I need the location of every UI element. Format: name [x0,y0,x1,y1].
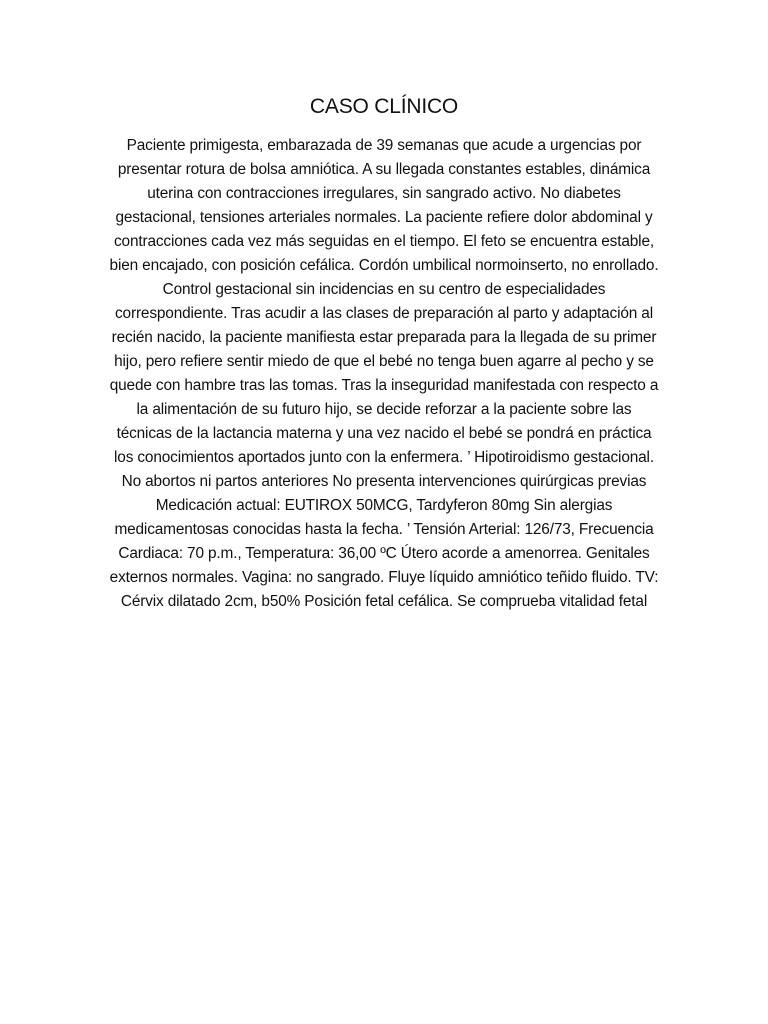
case-description-paragraph: Paciente primigesta, embarazada de 39 semanas que acude a urgencias por presentar rotura de bolsa amniótica. A su llegada constantes estables, dinámica uterina con contracciones irregulares, sin sangrado activo. No diabetes gestacional, tensiones arteriales normales. La paciente refiere dolor abdominal y contracciones cada vez más seguidas en el tiempo. El feto se encuentra estable, bien encajado, con posición cefálica. Cordón umbilical normoinserto, no enrollado. Control gestacional sin incidencias en su centro de especialidades correspondiente. Tras acudir a las clases de preparación al parto y adaptación al recién nacido, la paciente manifiesta estar preparada para la llegada de su primer hijo, pero refiere sentir miedo de que el bebé no tenga buen agarre al pecho y se quede con hambre tras las tomas. Tras la inseguridad manifestada con respecto a la alimentación de su futuro hijo, se decide reforzar a la paciente sobre las técnicas de la lactancia materna y una vez nacido el bebé se pondrá en práctica los conocimientos aportados junto con la enfermera. ’ Hipotiroidismo gestacional. No abortos ni partos anteriores No presenta intervenciones quirúrgicas previas Medicación actual: EUTIROX 50MCG, Tardyferon 80mg Sin alergias medicamentosas conocidas hasta la fecha. ’ Tensión Arterial: 126/73, Frecuencia Cardiaca: 70 p.m., Temperatura: 36,00 ºC Útero acorde a amenorrea. Genitales externos normales. Vagina: no sangrado. Fluye líquido amniótico teñido fluido. TV: Cérvix dilatado 2cm, b50% Posición fetal cefálica. Se comprueba vitalidad fetal [109,137,659,610]
document-title: CASO CLÍNICO [309,95,459,118]
